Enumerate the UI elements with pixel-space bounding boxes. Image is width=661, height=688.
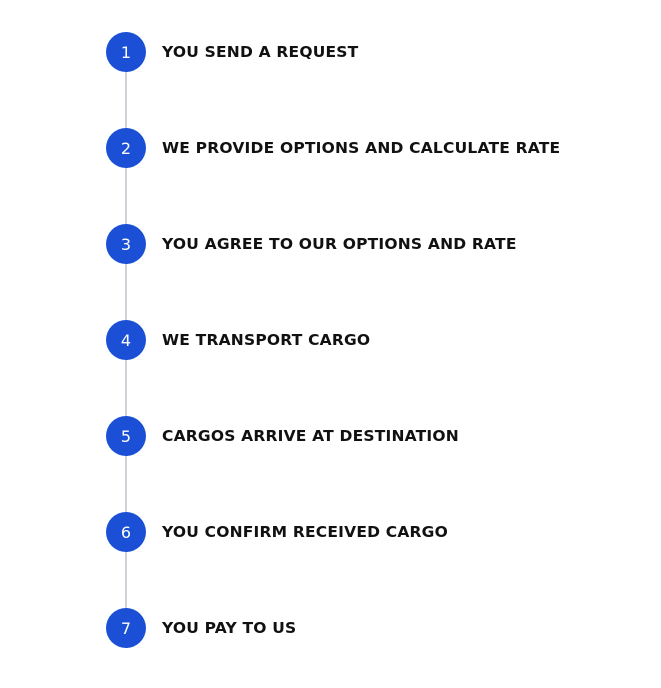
step-label: YOU CONFIRM RECEIVED CARGO bbox=[162, 523, 448, 541]
step-label: WE PROVIDE OPTIONS AND CALCULATE RATE bbox=[162, 139, 561, 157]
step-number-badge: 2 bbox=[106, 128, 146, 168]
step-6 bbox=[106, 512, 448, 552]
step-number-badge: 4 bbox=[106, 320, 146, 360]
step-number-badge: 1 bbox=[106, 32, 146, 72]
step-2 bbox=[106, 128, 560, 168]
timeline-connector bbox=[125, 72, 127, 128]
step-label: YOU AGREE TO OUR OPTIONS AND RATE bbox=[162, 235, 517, 253]
step-number-badge: 6 bbox=[106, 512, 146, 552]
timeline-connector bbox=[125, 264, 127, 320]
step-number-badge: 3 bbox=[106, 224, 146, 264]
step-label: YOU PAY TO US bbox=[162, 619, 297, 637]
step-1 bbox=[106, 32, 358, 72]
step-label: WE TRANSPORT CARGO bbox=[162, 331, 371, 349]
timeline-connector bbox=[125, 168, 127, 224]
step-4 bbox=[106, 320, 370, 360]
step-7 bbox=[106, 608, 296, 648]
timeline-connector bbox=[125, 360, 127, 416]
step-number-badge: 7 bbox=[106, 608, 146, 648]
step-3 bbox=[106, 224, 517, 264]
timeline-connector bbox=[125, 552, 127, 608]
step-number-badge: 5 bbox=[106, 416, 146, 456]
timeline-connector bbox=[125, 456, 127, 512]
step-label: YOU SEND A REQUEST bbox=[162, 43, 359, 61]
step-5 bbox=[106, 416, 459, 456]
step-label: CARGOS ARRIVE AT DESTINATION bbox=[162, 427, 459, 445]
